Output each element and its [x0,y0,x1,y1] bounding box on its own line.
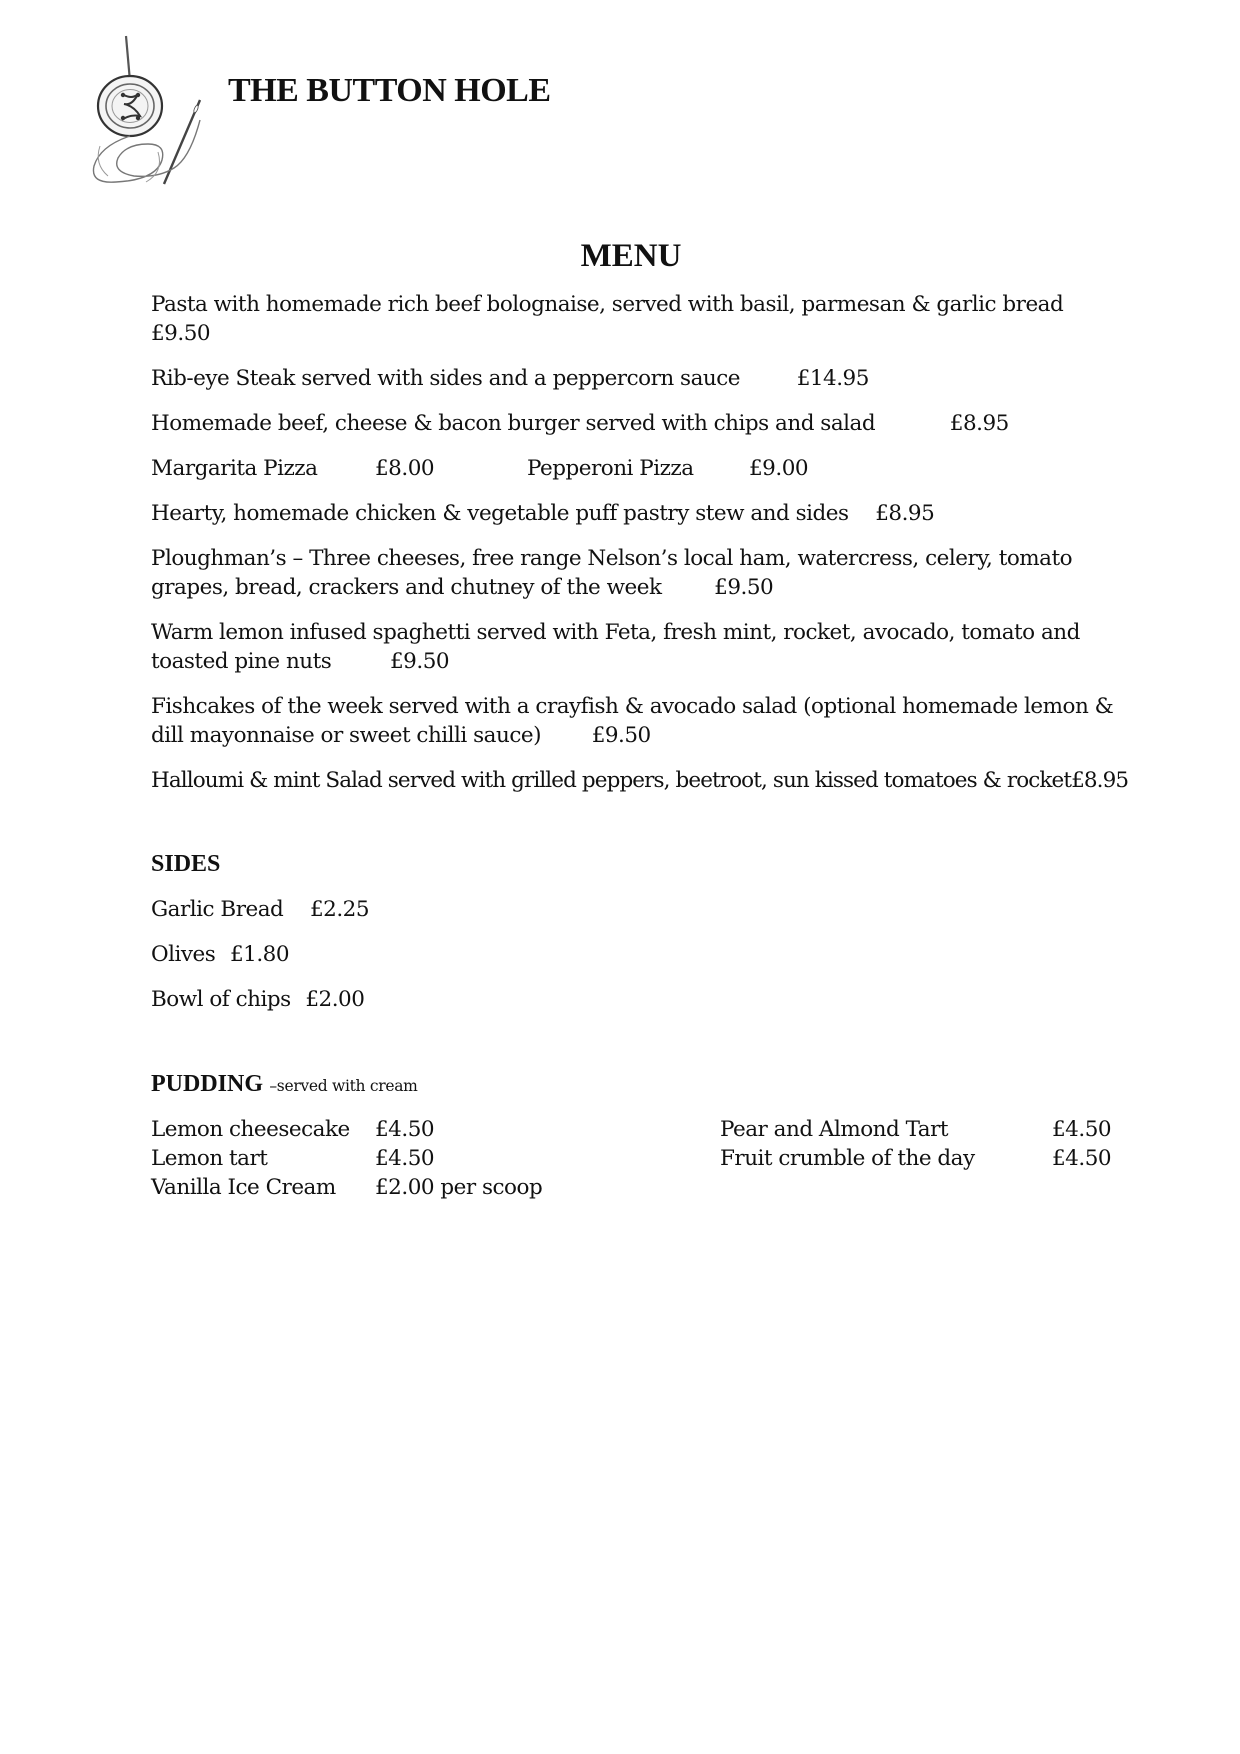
pudding-item [151,1115,651,1144]
menu-item-price: £8.95 [875,501,935,526]
side-item-price: £2.00 [305,987,365,1012]
menu-item-name: Halloumi & mint Salad served with grilled peppers, beetroot, sun kissed tomatoes & rocket [151,768,1072,793]
menu-item-price: £14.95 [796,366,869,391]
pudding-item [151,1144,651,1173]
sides-heading: SIDES [151,851,221,877]
pudding-item-price: £4.50 [375,1146,435,1171]
menu-content [151,290,1129,1205]
side-item-price: £1.80 [229,942,290,967]
side-item-name: Garlic Bread [151,897,284,922]
pudding-item [720,1115,1126,1144]
pudding-item-name: Pear and Almond Tart [720,1117,949,1142]
side-item [151,895,1126,924]
menu-item-price: £9.50 [591,723,651,748]
pudding-item-name: Lemon tart [151,1146,268,1171]
menu-item-name: Homemade beef, cheese & bacon burger served with chips and salad [151,411,876,436]
pudding-item [720,1144,1126,1173]
menu-item-name: Pepperoni Pizza [527,456,694,481]
pudding-item-name: Fruit crumble of the day [720,1146,975,1171]
pudding-item-price: £2.00 per scoop [375,1175,543,1200]
menu-item-name: Fishcakes of the week served with a crayfish & avocado salad (optional homemade lemon & dill mayonnaise or sweet chilli sauce) [151,694,1114,748]
menu-item-price: £9.50 [390,649,450,674]
menu-item-price: £9.00 [749,456,809,481]
pudding-item-price: £4.50 [375,1117,435,1142]
side-item [151,985,1126,1014]
side-item [151,940,1126,969]
pudding-note: –served with cream [269,1077,418,1095]
menu-item-name: Hearty, homemade chicken & vegetable puff pastry stew and sides [151,501,849,526]
menu-item [151,499,1126,528]
menu-item-price: £8.95 [1071,768,1129,793]
menu-item-price: £9.50 [714,575,774,600]
pudding-column-right [720,1115,1126,1173]
menu-item [151,290,1126,348]
menu-item-name: Ploughman’s – Three cheeses, free range Nelson’s local ham, watercress, celery, tomato grapes, bread, crackers and chutney of the week [151,546,1073,600]
pudding-item [151,1173,651,1202]
menu-item-name: Margarita Pizza [151,456,318,481]
menu-item [151,364,1126,393]
menu-item [151,618,1126,676]
sides-section [151,850,1126,1014]
menu-item-price: £9.50 [151,321,211,346]
menu-item [151,766,1129,795]
menu-item-name: Warm lemon infused spaghetti served with Feta, fresh mint, rocket, avocado, tomato and toasted pine nuts [151,620,1080,674]
pudding-column-left [151,1115,651,1202]
pudding-item-name: Vanilla Ice Cream [151,1175,336,1200]
side-item-name: Bowl of chips [151,987,291,1012]
menu-item-price: £8.95 [949,411,1009,436]
menu-item-name: Pasta with homemade rich beef bolognaise, served with basil, parmesan & garlic bread [151,292,1064,317]
button-and-needle-icon [88,34,210,194]
menu-item-pizza-row [151,454,1126,483]
side-item-price: £2.25 [309,897,370,922]
side-item-name: Olives [151,942,216,967]
menu-item-name: Rib-eye Steak served with sides and a peppercorn sauce [151,366,740,391]
menu-item [151,692,1126,750]
brand-name: THE BUTTON HOLE [228,72,551,109]
menu-item [151,544,1126,602]
pudding-item-name: Lemon cheesecake [151,1117,350,1142]
pudding-heading-row [151,1070,1126,1101]
menu-item [151,409,1126,438]
menu-title: MENU [580,238,682,274]
pudding-item-price: £4.50 [1052,1146,1112,1171]
pudding-item-price: £4.50 [1052,1117,1112,1142]
pudding-section [151,1070,1126,1205]
pudding-heading: PUDDING [151,1071,263,1097]
menu-item-price: £8.00 [375,456,435,481]
pudding-list [151,1115,1126,1205]
